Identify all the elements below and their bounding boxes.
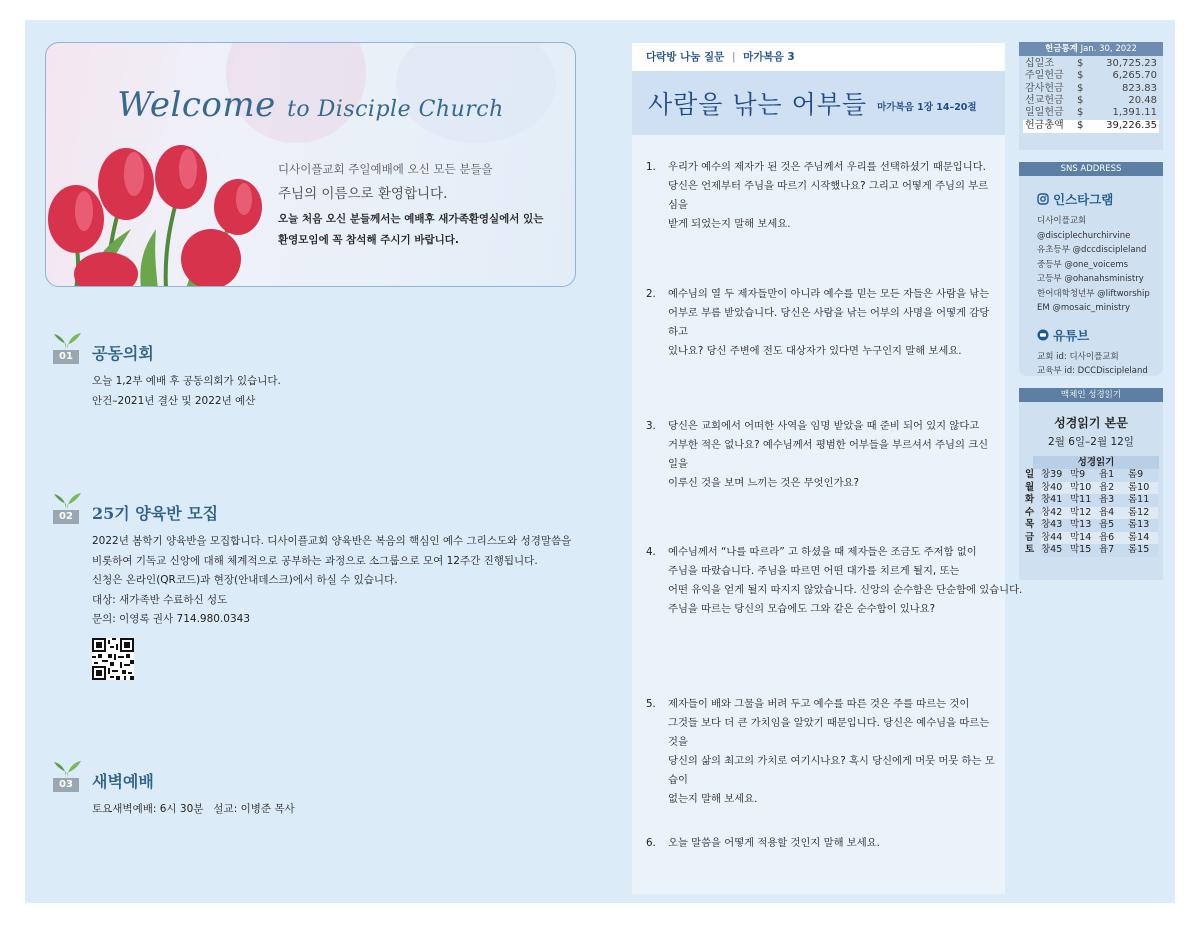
reading-row	[1025, 469, 1159, 482]
offering-amount: 823.83	[1122, 82, 1157, 94]
offering-total-row	[1023, 120, 1159, 132]
question-item	[646, 834, 998, 853]
study-banner	[632, 71, 1005, 135]
news-line: 2022년 봄학기 양육반을 모집합니다. 디사이플교회 양육반은 복음의 핵심인 예수 그리스도와 성경말씀을	[92, 535, 572, 547]
reading-row	[1025, 507, 1159, 520]
instagram-heading	[1037, 190, 1163, 208]
question-line: 주님을 따랐습니다. 주님을 따르면 어떤 대가를 치르게 될지, 또는	[668, 565, 960, 577]
currency-symbol: $	[1077, 107, 1084, 119]
reading-title: 성경읽기 본문	[1054, 416, 1128, 430]
question-number: 6.	[646, 837, 656, 849]
reading-day: 월	[1025, 481, 1035, 493]
question-line: 오늘 말씀을 어떻게 적용할 것인지 말해 보세요.	[668, 837, 880, 849]
offering-date: Jan. 30, 2022	[1080, 44, 1137, 54]
reading-cell: 롬11	[1128, 494, 1158, 507]
reading-cell: 창42	[1041, 507, 1070, 520]
offering-label: 십일조	[1025, 58, 1054, 69]
sprout-icon	[52, 488, 82, 524]
reading-cell: 막12	[1070, 507, 1099, 520]
question-item	[646, 543, 1023, 619]
question-item	[646, 417, 998, 493]
question-number: 3.	[646, 420, 656, 432]
news-line: 안건–2021년 결산 및 2022년 예산	[92, 394, 256, 407]
question-item	[646, 285, 998, 361]
welcome-card	[45, 42, 576, 287]
offering-row	[1019, 70, 1163, 82]
youtube-title: 유튜브	[1053, 327, 1090, 343]
offering-row	[1019, 107, 1163, 119]
reading-cell: 롬12	[1128, 507, 1158, 520]
youtube-heading	[1037, 326, 1163, 344]
question-line: 거부한 적은 없나요? 예수님께서 평범한 어부들을 부르셔서 주님의 크신 일을	[668, 439, 989, 470]
welcome-word: Welcome	[117, 85, 276, 125]
news-item-dawn-service	[52, 756, 582, 820]
question-line: 주님을 따르는 당신의 모습에도 그와 같은 순수함이 있나요?	[668, 603, 936, 615]
question-line: 예수님의 열 두 제자들만이 아니라 예수를 믿는 모든 자들은 사람을 낚는	[668, 288, 990, 300]
reading-cell: 창41	[1041, 494, 1070, 507]
sns-header: SNS ADDRESS	[1019, 162, 1163, 176]
offering-stats-panel	[1019, 42, 1163, 150]
reading-cell: 창40	[1041, 482, 1070, 495]
question-line: 어떤 유익을 얻게 될지 따지지 않았습니다. 신앙의 순수함은 단순함에 있습니다.	[668, 584, 1023, 596]
reading-cell: 막13	[1070, 519, 1099, 532]
question-line: 있나요? 당신 주변에 전도 대상자가 있다면 누구인지 말해 보세요.	[668, 345, 962, 357]
reading-table	[1025, 456, 1159, 557]
reading-row	[1025, 519, 1159, 532]
news-item-discipleship-class	[52, 488, 582, 684]
sprout-icon	[52, 756, 82, 792]
reading-table-header: 성경읽기	[1033, 456, 1159, 469]
bible-reading-panel	[1019, 388, 1163, 580]
reading-cell: 롬15	[1128, 544, 1158, 557]
scripture-reference: 마가복음 1장 14–20절	[877, 102, 977, 113]
reading-cell: 막11	[1070, 494, 1099, 507]
welcome-title	[46, 85, 575, 125]
offering-row	[1019, 83, 1163, 95]
news-title: 공동의회	[92, 344, 154, 363]
offering-amount: 6,265.70	[1112, 70, 1157, 82]
offering-row	[1019, 95, 1163, 107]
offering-row	[1019, 58, 1163, 70]
youtube-accounts	[1037, 350, 1163, 379]
welcome-newcomer-note	[278, 209, 568, 251]
offering-amount: 39,226.35	[1106, 120, 1157, 132]
reading-cell: 막15	[1070, 544, 1099, 557]
reading-day: 금	[1025, 531, 1035, 543]
currency-symbol: $	[1077, 58, 1084, 69]
currency-symbol: $	[1077, 120, 1084, 132]
question-line: 어부로 부름 받았습니다. 당신은 사람을 낚는 어부의 사명을 어떻게 감당하고	[668, 307, 990, 338]
question-line: 받게 되었는지 말해 보세요.	[668, 218, 791, 230]
welcome-message	[278, 161, 568, 251]
welcome-line: 디사이플교회 주일예배에 오신 모든 분들을	[278, 162, 493, 176]
reading-day: 토	[1025, 544, 1035, 555]
currency-symbol: $	[1077, 70, 1084, 82]
reading-cell: 욥3	[1099, 494, 1128, 507]
offering-amount: 1,391.11	[1112, 107, 1157, 119]
reading-row	[1025, 494, 1159, 507]
reading-row	[1025, 532, 1159, 545]
instagram-account[interactable]: 중등부 @one_voicems	[1037, 259, 1129, 270]
offering-label: 감사헌금	[1025, 82, 1064, 94]
reading-row	[1025, 482, 1159, 495]
sns-address-panel	[1019, 162, 1163, 376]
news-number: 02	[53, 510, 79, 524]
question-line: 당신은 교회에서 어떠한 사역을 임명 받았을 때 준비 되어 있지 않다고	[668, 420, 980, 432]
news-body	[92, 532, 582, 630]
reading-cell: 욥1	[1099, 469, 1128, 482]
question-number: 4.	[646, 546, 656, 558]
reading-cell: 막10	[1070, 482, 1099, 495]
news-body	[92, 372, 582, 411]
news-line: 비롯하여 기독교 신앙에 대해 체계적으로 공부하는 과정으로 소그룹으로 모여 12주간 진행됩니다.	[92, 554, 538, 567]
reading-cell: 롬9	[1128, 469, 1158, 482]
reading-cell: 욥7	[1099, 544, 1128, 557]
instagram-icon	[1037, 193, 1049, 205]
news-number: 01	[53, 350, 79, 364]
news-item-congregational-meeting	[52, 328, 582, 411]
news-body	[92, 800, 582, 820]
study-series: 마가복음 3	[743, 51, 795, 63]
sprout-icon	[52, 328, 82, 364]
question-line: 당신의 삶의 최고의 가치로 여기시나요? 혹시 당신에게 머뭇 머뭇 하는 모습이	[668, 755, 995, 786]
reading-cell: 창45	[1041, 544, 1070, 557]
currency-symbol: $	[1077, 94, 1084, 106]
news-line: 오늘 1,2부 예배 후 공동의회가 있습니다.	[92, 375, 281, 387]
reading-cell: 막9	[1070, 469, 1099, 482]
reading-day: 화	[1025, 494, 1035, 505]
instagram-title: 인스타그램	[1053, 192, 1114, 207]
offering-amount: 20.48	[1128, 94, 1157, 106]
reading-day: 수	[1025, 506, 1035, 518]
question-item	[646, 158, 998, 234]
offering-amount: 30,725.23	[1106, 58, 1157, 69]
question-number: 2.	[646, 288, 656, 300]
reading-cell: 롬10	[1128, 482, 1158, 495]
reading-day: 목	[1025, 519, 1035, 530]
offering-label: 헌금총액	[1025, 120, 1064, 132]
instagram-account[interactable]: 디사이플교회 @disciplechurchirvine	[1037, 216, 1131, 241]
question-line: 당신은 언제부터 주님을 따르기 시작했나요? 그리고 어떻게 주님의 부르심을	[668, 180, 989, 211]
question-line: 이루신 것을 보며 느끼는 것은 무엇인가요?	[668, 477, 859, 489]
instagram-account[interactable]: 고등부 @ohanahsministry	[1037, 274, 1144, 284]
study-category: 다락방 나눔 질문	[646, 51, 725, 63]
reading-day: 일	[1025, 469, 1035, 480]
qr-code[interactable]	[92, 638, 134, 680]
welcome-line: 주님의 이름으로 환영합니다.	[278, 186, 448, 202]
instagram-accounts	[1037, 214, 1163, 316]
reading-row	[1025, 544, 1159, 557]
offering-header	[1019, 42, 1163, 56]
news-line: 토요새벽예배: 6시 30분 설교: 이병준 목사	[92, 803, 295, 815]
reading-cell: 욥6	[1099, 532, 1128, 545]
question-line: 제자들이 배와 그물을 버려 두고 예수를 따른 것은 주를 따르는 것이	[668, 698, 970, 710]
reading-cell: 막14	[1070, 532, 1099, 545]
question-line: 예수님께서 “나를 따르라” 고 하셨을 때 제자들은 조금도 주저함 없이	[668, 546, 977, 558]
offering-label: 일일헌금	[1025, 107, 1064, 119]
youtube-account[interactable]: 교회 id: 디사이플교회	[1037, 351, 1119, 362]
reading-cell: 창44	[1041, 532, 1070, 545]
question-line: 우리가 예수의 제자가 된 것은 주님께서 우리를 선택하셨기 때문입니다.	[668, 161, 986, 173]
question-item	[646, 695, 998, 809]
news-line: 신청은 온라인(QR코드)과 현장(안내데스크)에서 하실 수 있습니다.	[92, 574, 398, 586]
instagram-account[interactable]: EM @mosaic_ministry	[1037, 303, 1130, 313]
welcome-line: 오늘 처음 오신 분들께서는 예배후 새가족환영실에서 있는	[278, 213, 544, 225]
news-title: 25기 양육반 모집	[92, 504, 219, 523]
reading-cell: 욥5	[1099, 519, 1128, 532]
instagram-account[interactable]: 유초등부 @dccdiscipleland	[1037, 245, 1147, 255]
welcome-line: 환영모임에 꼭 참석해 주시기 바랍니다.	[278, 234, 459, 246]
news-line: 문의: 이영록 권사 714.980.0343	[92, 613, 251, 625]
news-number: 03	[53, 778, 79, 792]
question-line: 그것들 보다 더 큰 가치임을 알았기 때문입니다. 당신은 예수님을 따르는 것을	[668, 717, 990, 748]
offering-title: 헌금통계	[1045, 44, 1078, 54]
question-number: 1.	[646, 161, 656, 173]
youtube-account[interactable]: 교육부 id: DCCDiscipleland	[1037, 366, 1148, 376]
sermon-title: 사람을 낚는 어부들	[648, 90, 868, 119]
offering-label: 주일헌금	[1025, 70, 1064, 82]
reading-cell: 욥4	[1099, 507, 1128, 520]
reading-cell: 롬13	[1128, 519, 1158, 532]
separator: |	[731, 51, 736, 63]
small-group-questions-panel	[632, 43, 1023, 894]
reading-header: 맥체인 성경읽기	[1019, 388, 1163, 402]
study-topbar	[632, 43, 1005, 71]
tulip-image	[46, 129, 276, 287]
reading-date-range: 2월 6일–2월 12일	[1048, 436, 1134, 448]
question-line: 없는지 말해 보세요.	[668, 793, 758, 805]
instagram-account[interactable]: 한어대학청년부 @liftworship	[1037, 288, 1150, 299]
news-title: 새벽예배	[92, 772, 154, 791]
reading-cell: 창43	[1041, 519, 1070, 532]
welcome-church-name: to Disciple Church	[287, 97, 504, 122]
reading-cell: 창39	[1041, 469, 1070, 482]
currency-symbol: $	[1077, 82, 1084, 94]
reading-cell: 롬14	[1128, 532, 1158, 545]
youtube-icon	[1037, 329, 1049, 341]
reading-cell: 욥2	[1099, 482, 1128, 495]
question-number: 5.	[646, 698, 656, 710]
news-line: 대상: 새가족반 수료하신 성도	[92, 593, 228, 606]
offering-label: 선교헌금	[1025, 94, 1064, 106]
